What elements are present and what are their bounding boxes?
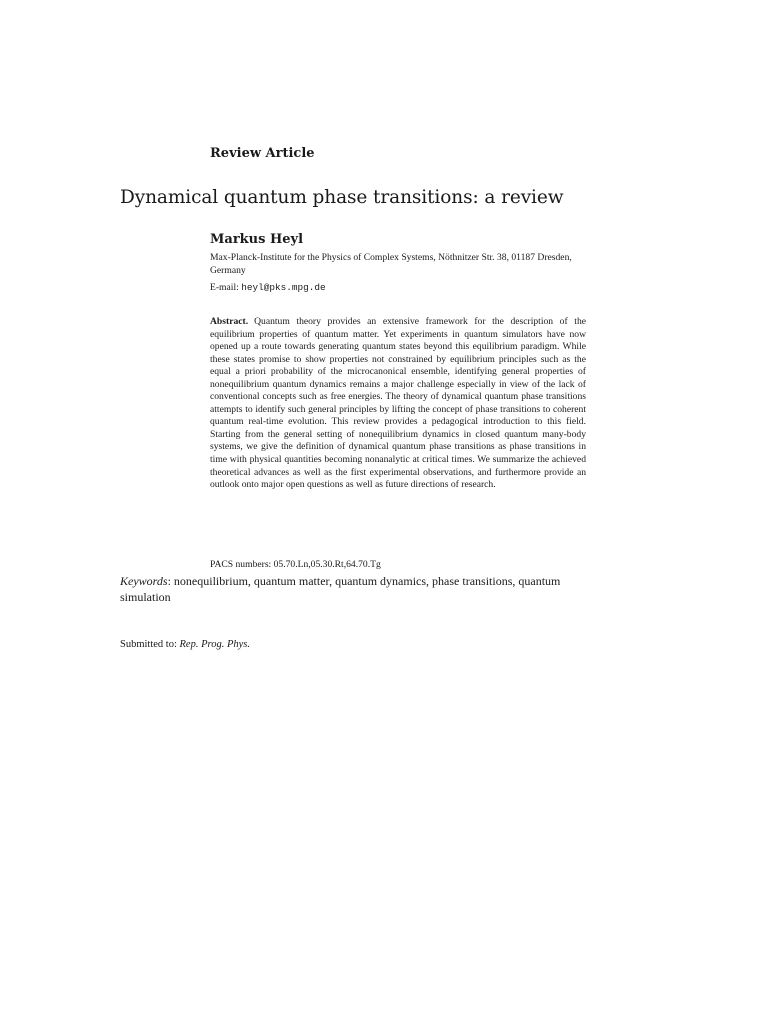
submitted-to [120, 639, 250, 650]
article-type-label: Review Article [210, 146, 315, 161]
author-affiliation: Max-Planck-Institute for the Physics of Complex Systems, Nöthnitzer Str. 38, 01187 Dresden, Germany [210, 252, 572, 276]
journal-name: Rep. Prog. Phys. [179, 639, 250, 650]
email-address[interactable]: heyl@pks.mpg.de [241, 282, 326, 293]
keywords-label: Keywords [120, 574, 168, 588]
abstract [210, 316, 586, 492]
pacs-numbers: PACS numbers: 05.70.Ln,05.30.Rt,64.70.Tg [210, 559, 381, 570]
keywords: Keywords: nonequilibrium, quantum matter, quantum dynamics, phase transitions, quantum simulation [120, 574, 561, 604]
author-email [210, 282, 326, 293]
keywords-text: nonequilibrium, quantum matter, quantum dynamics, phase transitions, quantum simulation [120, 574, 561, 604]
abstract-label: Abstract. [210, 316, 249, 327]
abstract-text: Quantum theory provides an extensive framework for the description of the equilibrium properties of quantum matter. Yet experiments in quantum simulators have now opened up a route towards generating quantum states beyond this equilibrium paradigm. While these states promise to show properties not constrained by equilibrium principles such as the equal a priori probability of the microcanonical ensemble, identifying general properties of nonequilibrium quantum dynamics remains a major challenge especially in view of the lack of conventional concepts such as free energies. The theory of dynamical quantum phase transitions attempts to identify such general principles by lifting the concept of phase transitions to coherent quantum real-time evolution. This review provides a pedagogical introduction to this field. Starting from the general setting of nonequilibrium dynamics in closed quantum many-body systems, we give the definition of dynamical quantum phase transitions as phase transitions in time with physical quantities becoming nonanalytic at critical times. We summarize the achieved theoretical advances as well as the first experimental observations, and furthermore provide an outlook onto major open questions as well as future directions of research. [210, 316, 586, 491]
email-label: E-mail: [210, 282, 239, 293]
paper-title: Dynamical quantum phase transitions: a review [120, 187, 564, 208]
submitted-label: Submitted to: [120, 639, 177, 650]
author-name: Markus Heyl [210, 232, 304, 247]
